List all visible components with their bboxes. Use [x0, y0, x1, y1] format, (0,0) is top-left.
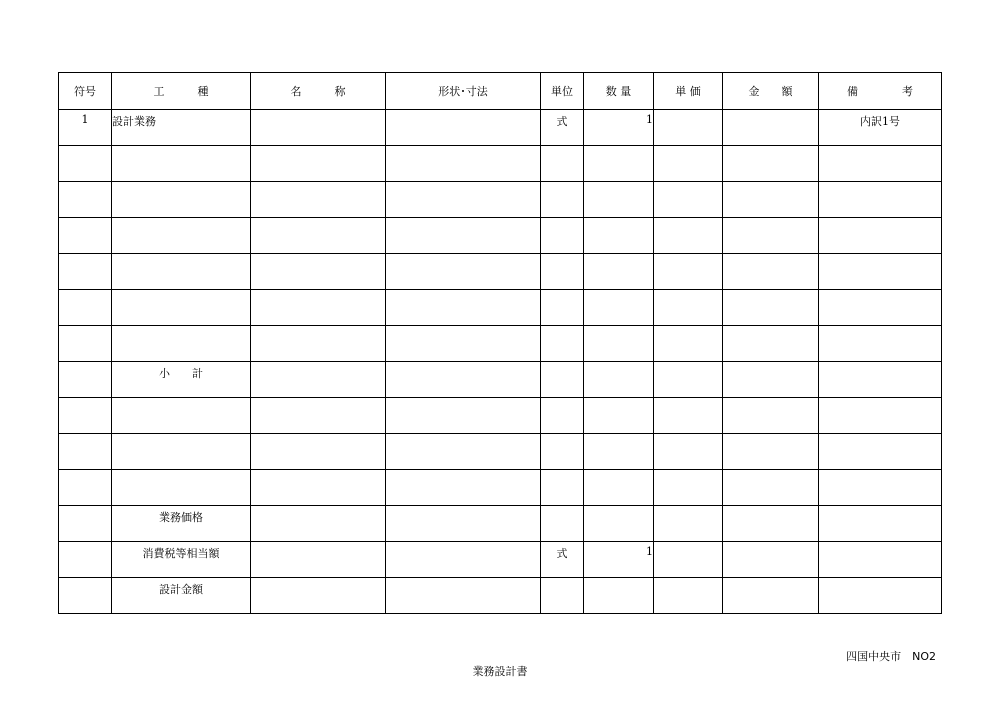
cell-amount	[723, 542, 819, 578]
org-label: 四国中央市 NO2	[846, 650, 936, 663]
cell-note: 内訳1号	[819, 110, 942, 146]
cell-work-type	[112, 434, 251, 470]
cell-no	[59, 254, 112, 290]
table-row	[59, 362, 942, 398]
cell-no	[59, 218, 112, 254]
table-row	[59, 578, 942, 614]
table-row	[59, 434, 942, 470]
cell-spec	[386, 326, 541, 362]
cell-work-type	[112, 254, 251, 290]
cell-unit-price	[654, 470, 723, 506]
cell-amount	[723, 254, 819, 290]
cell-amount	[723, 506, 819, 542]
cell-amount	[723, 434, 819, 470]
cell-note	[819, 326, 942, 362]
cell-name	[251, 506, 386, 542]
cell-no	[59, 146, 112, 182]
table-row	[59, 290, 942, 326]
cell-unit-price	[654, 506, 723, 542]
cell-no	[59, 506, 112, 542]
cell-unit	[541, 578, 584, 614]
cell-amount	[723, 218, 819, 254]
cell-no	[59, 290, 112, 326]
cell-quantity	[584, 398, 654, 434]
cell-unit-price	[654, 398, 723, 434]
cell-work-type	[112, 182, 251, 218]
table-body	[59, 110, 942, 614]
cell-work-type: 消費税等相当額	[112, 542, 251, 578]
cell-quantity	[584, 506, 654, 542]
cell-name	[251, 218, 386, 254]
cell-unit	[541, 434, 584, 470]
cell-work-type	[112, 146, 251, 182]
cell-note	[819, 578, 942, 614]
header-row	[59, 73, 942, 110]
cell-no	[59, 434, 112, 470]
cell-unit	[541, 146, 584, 182]
cell-no	[59, 470, 112, 506]
cell-no	[59, 182, 112, 218]
cell-no	[59, 362, 112, 398]
cell-spec	[386, 182, 541, 218]
cell-quantity	[584, 182, 654, 218]
cell-work-type	[112, 326, 251, 362]
cell-spec	[386, 506, 541, 542]
cell-spec	[386, 578, 541, 614]
cell-work-type	[112, 290, 251, 326]
cell-no	[59, 578, 112, 614]
cell-name	[251, 578, 386, 614]
cell-no: 1	[59, 110, 112, 146]
cell-note	[819, 146, 942, 182]
cell-unit	[541, 182, 584, 218]
cell-quantity	[584, 362, 654, 398]
cell-quantity	[584, 254, 654, 290]
cell-note	[819, 506, 942, 542]
header-unit-price: 単 価	[654, 73, 723, 110]
cell-amount	[723, 326, 819, 362]
cell-unit-price	[654, 326, 723, 362]
cell-note	[819, 290, 942, 326]
cell-name	[251, 470, 386, 506]
cell-unit	[541, 506, 584, 542]
cell-work-type	[112, 398, 251, 434]
header-work-type: 工 種	[112, 73, 251, 110]
cell-work-type	[112, 218, 251, 254]
cell-spec	[386, 434, 541, 470]
header-amount: 金 額	[723, 73, 819, 110]
cell-name	[251, 542, 386, 578]
cell-note	[819, 542, 942, 578]
cell-quantity	[584, 290, 654, 326]
cell-amount	[723, 578, 819, 614]
cell-work-type	[112, 470, 251, 506]
cell-work-type: 小 計	[112, 362, 251, 398]
cell-quantity: 1	[584, 110, 654, 146]
cell-unit	[541, 470, 584, 506]
cell-quantity	[584, 218, 654, 254]
cell-spec	[386, 470, 541, 506]
table-row	[59, 542, 942, 578]
cell-name	[251, 182, 386, 218]
cell-unit-price	[654, 218, 723, 254]
cell-spec	[386, 542, 541, 578]
cell-name	[251, 254, 386, 290]
cell-note	[819, 434, 942, 470]
cell-note	[819, 218, 942, 254]
cell-amount	[723, 470, 819, 506]
cell-note	[819, 362, 942, 398]
header-no: 符号	[59, 73, 112, 110]
table-row	[59, 182, 942, 218]
cell-name	[251, 290, 386, 326]
cell-unit	[541, 290, 584, 326]
cell-unit-price	[654, 578, 723, 614]
table-row	[59, 506, 942, 542]
cell-unit-price	[654, 290, 723, 326]
cell-no	[59, 398, 112, 434]
cell-unit-price	[654, 362, 723, 398]
cell-quantity	[584, 434, 654, 470]
document-title: 業務設計書	[472, 665, 528, 678]
header-unit: 単位	[541, 73, 584, 110]
table-row	[59, 398, 942, 434]
cell-unit-price	[654, 434, 723, 470]
header-spec: 形状･寸法	[386, 73, 541, 110]
header-note: 備 考	[819, 73, 942, 110]
cell-spec	[386, 362, 541, 398]
cell-name	[251, 110, 386, 146]
header-name: 名 称	[251, 73, 386, 110]
cell-quantity	[584, 326, 654, 362]
cell-unit	[541, 362, 584, 398]
table-row	[59, 254, 942, 290]
cell-spec	[386, 110, 541, 146]
cell-unit-price	[654, 254, 723, 290]
cell-name	[251, 146, 386, 182]
design-sheet-table	[58, 72, 942, 614]
table-row	[59, 218, 942, 254]
cell-name	[251, 326, 386, 362]
cell-unit-price	[654, 146, 723, 182]
cell-work-type: 業務価格	[112, 506, 251, 542]
cell-quantity: 1	[584, 542, 654, 578]
cell-spec	[386, 218, 541, 254]
cell-note	[819, 470, 942, 506]
cell-spec	[386, 290, 541, 326]
cell-quantity	[584, 146, 654, 182]
cell-work-type: 設計業務	[112, 110, 251, 146]
cell-quantity	[584, 470, 654, 506]
cell-unit-price	[654, 542, 723, 578]
cell-spec	[386, 398, 541, 434]
cell-unit	[541, 326, 584, 362]
cell-name	[251, 362, 386, 398]
cell-unit: 式	[541, 110, 584, 146]
cell-amount	[723, 290, 819, 326]
cell-amount	[723, 182, 819, 218]
cell-unit-price	[654, 110, 723, 146]
cell-name	[251, 434, 386, 470]
cell-spec	[386, 146, 541, 182]
cell-amount	[723, 362, 819, 398]
cell-unit	[541, 398, 584, 434]
cell-unit: 式	[541, 542, 584, 578]
cell-amount	[723, 146, 819, 182]
cell-amount	[723, 398, 819, 434]
table-row	[59, 110, 942, 146]
cell-spec	[386, 254, 541, 290]
table-row	[59, 146, 942, 182]
cell-note	[819, 254, 942, 290]
table-row	[59, 326, 942, 362]
cell-note	[819, 398, 942, 434]
cell-work-type: 設計金額	[112, 578, 251, 614]
cell-name	[251, 398, 386, 434]
cell-unit	[541, 254, 584, 290]
cell-unit-price	[654, 182, 723, 218]
cell-no	[59, 326, 112, 362]
cell-amount	[723, 110, 819, 146]
cell-no	[59, 542, 112, 578]
cell-unit	[541, 218, 584, 254]
cell-quantity	[584, 578, 654, 614]
cell-note	[819, 182, 942, 218]
table-row	[59, 470, 942, 506]
header-quantity: 数 量	[584, 73, 654, 110]
